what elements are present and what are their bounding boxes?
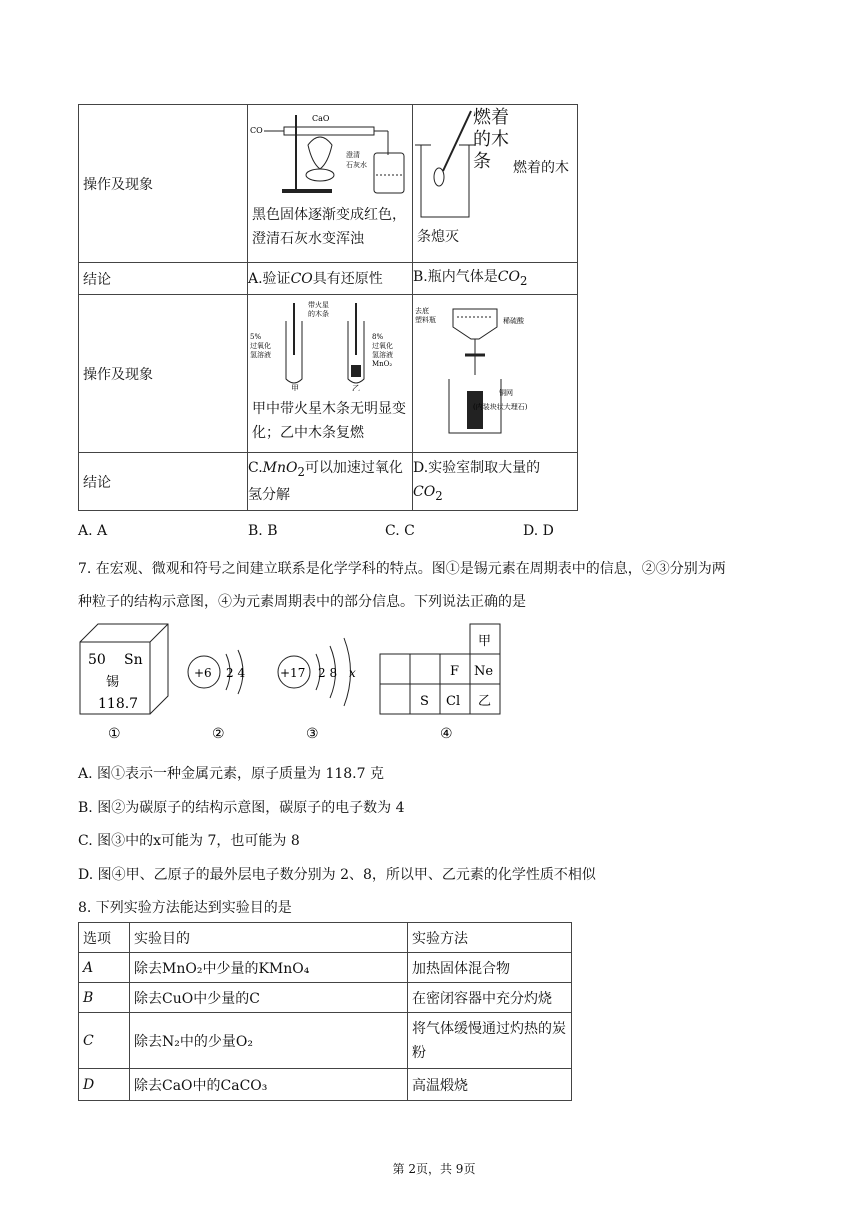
tin-element-card [80,624,168,714]
q7-option-c[interactable]: C. 图③中的x可能为 7，也可能为 8 [78,833,300,849]
option-b-phenomenon: 条熄灭 [417,229,459,245]
svg-text:2 4: 2 4 [226,666,246,680]
svg-text:Cl: Cl [446,694,461,709]
header-option: 选项 [79,923,130,953]
co-reduction-apparatus-figure [248,105,412,197]
svg-text:塑料瓶: 塑料瓶 [415,316,436,324]
svg-text:去底: 去底 [415,307,429,315]
svg-text:乙: 乙 [478,694,492,709]
table-row: C 除去N₂中的少量O₂ 将气体缓慢通过灼热的炭粉 [79,1013,572,1069]
svg-text:石灰水: 石灰水 [346,161,367,169]
q6-option-c[interactable]: C. C [385,523,415,539]
svg-text:澄清: 澄清 [346,151,360,159]
q7-stem-line1: 7. 在宏观、微观和符号之间建立联系是化学学科的特点。图①是锡元素在周期表中的信息，②③分别为两 [78,561,726,577]
option-c-phenomenon: 甲中带火星木条无明显变化；乙中木条复燃 [252,401,406,441]
svg-text:(内装块状大理石): (内装块状大理石) [473,403,528,411]
option-c-cell [248,295,413,453]
q7-option-b[interactable]: B. 图②为碳原子的结构示意图，碳原子的电子数为 4 [78,800,405,816]
table-row: A 除去MnO₂中少量的KMnO₄ 加热固体混合物 [79,953,572,983]
svg-text:乙: 乙 [352,384,360,391]
svg-text:的木条: 的木条 [308,310,329,318]
periodic-table-fragment [380,624,500,714]
fig-label-4: ④ [440,726,453,742]
svg-text:+17: +17 [280,666,306,680]
option-a-cell [248,105,413,263]
carbon-structure-diagram [188,650,245,694]
q8-stem: 8. 下列实验方法能达到实验目的是 [78,900,292,916]
q6-option-b[interactable]: B. B [248,523,278,539]
svg-text:S: S [420,694,429,709]
row-label: 结论 [79,263,248,295]
header-method: 实验方法 [408,923,572,953]
q7-figures [78,620,518,745]
svg-text:铜网: 铜网 [499,389,513,397]
svg-text:氢溶液: 氢溶液 [250,351,271,359]
svg-text:Ne: Ne [474,664,494,679]
option-b-conclusion: B.瓶内气体是$CO_2$ [413,263,578,295]
stick-label: 燃着的木条 [473,107,509,172]
table-row: B 除去CuO中少量的C 在密闭容器中充分灼烧 [79,983,572,1013]
svg-text:过氧化: 过氧化 [250,342,271,350]
q8-table [78,922,572,1101]
q6-option-a[interactable]: A. A [78,523,108,539]
svg-text:F: F [450,664,460,679]
table-row: D 除去CaO中的CaCO₃ 高温煅烧 [79,1069,572,1101]
co2-generator-figure [413,295,577,445]
option-d-conclusion: D.实验室制取大量的 $CO_2$ [413,453,578,511]
svg-text:x: x [349,666,356,680]
fig-label-2: ② [212,726,225,742]
svg-text:甲: 甲 [478,634,492,649]
svg-text:稀硫酸: 稀硫酸 [503,317,524,325]
chlorine-structure-diagram [278,638,356,706]
row-label: 操作及现象 [79,105,248,263]
svg-text:2 8: 2 8 [318,666,338,680]
option-d-cell [413,295,578,453]
fig-label-3: ③ [306,726,319,742]
q7-stem-line2: 种粒子的结构示意图，④为元素周期表中的部分信息。下列说法正确的是 [78,594,526,610]
svg-text:+6: +6 [194,666,212,680]
svg-text:5%: 5% [250,333,262,341]
svg-text:锡: 锡 [106,675,120,690]
page-footer: 第 2页，共 9页 [392,1162,476,1176]
svg-text:Sn: Sn [124,652,143,668]
q7-option-a[interactable]: A. 图①表示一种金属元素，原子质量为 118.7 克 [78,766,384,782]
row-label: 操作及现象 [79,295,248,453]
q6-option-d[interactable]: D. D [523,523,554,539]
header-goal: 实验目的 [130,923,408,953]
option-a-phenomenon: 黑色固体逐渐变成红色，澄清石灰水变浑浊 [252,207,406,247]
svg-text:过氧化: 过氧化 [372,342,393,350]
peroxide-tubes-figure [248,295,412,391]
option-b-cell [413,105,578,263]
stick-tail-label: 燃着的木 [513,160,569,176]
svg-text:CO: CO [250,126,263,135]
svg-text:50: 50 [88,652,106,668]
svg-text:带火星: 带火星 [308,301,329,309]
svg-text:CaO: CaO [312,114,330,123]
svg-text:118.7: 118.7 [98,696,139,712]
svg-text:MnO₂: MnO₂ [372,360,393,368]
option-c-conclusion: C.MnO$_2$可以加速过氧化氢分解 [248,453,413,511]
svg-text:氢溶液: 氢溶液 [372,351,393,359]
q6-table [78,104,578,511]
row-label: 结论 [79,453,248,511]
option-a-conclusion: A.验证CO具有还原性 [248,263,413,295]
svg-text:甲: 甲 [291,384,299,391]
fig-label-1: ① [108,726,121,742]
q7-option-d[interactable]: D. 图④甲、乙原子的最外层电子数分别为 2、8，所以甲、乙元素的化学性质不相似 [78,867,596,883]
svg-text:8%: 8% [372,333,384,341]
